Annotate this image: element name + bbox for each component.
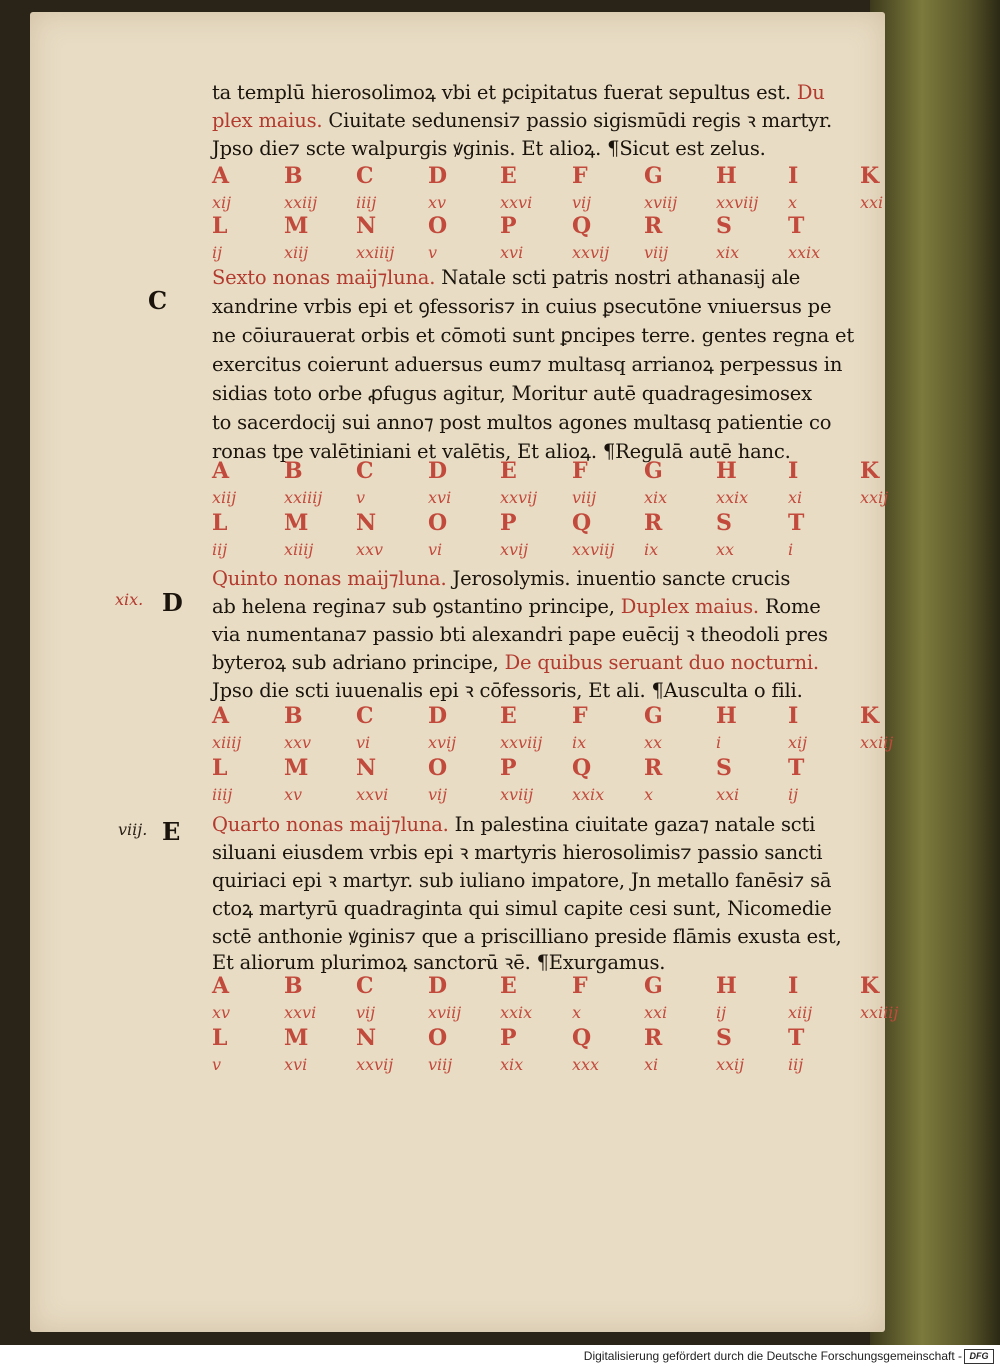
table-number: xviij xyxy=(644,193,678,212)
table-letter: A xyxy=(212,703,230,729)
table-letter: C xyxy=(356,458,374,484)
table-number: xix xyxy=(500,1055,524,1074)
table-letter: E xyxy=(500,703,517,729)
table-letter: S xyxy=(716,213,732,239)
table-number: vij xyxy=(428,785,448,804)
letter-row xyxy=(212,163,902,189)
table-number: xxvi xyxy=(356,785,389,804)
table-letter: E xyxy=(500,163,517,189)
text-line: Jpso die scti iuuenalis epi ꝛ cōfessoris, Et ali. ¶Ausculta o fili. xyxy=(212,679,803,702)
number-row xyxy=(212,1003,902,1025)
number-row xyxy=(212,488,902,510)
table-letter: N xyxy=(356,510,377,536)
text-line: Quinto nonas maij⁊luna. Jerosolymis. inuentio sancte crucis xyxy=(212,567,791,590)
table-number: viij xyxy=(428,1055,453,1074)
table-number: xxvij xyxy=(500,488,538,507)
table-number: iij xyxy=(212,540,228,559)
table-number: ix xyxy=(644,540,659,559)
table-letter: L xyxy=(212,213,228,239)
letter-row xyxy=(212,510,902,536)
table-letter: H xyxy=(716,703,737,729)
table-letter: Q xyxy=(572,510,592,536)
table-number: xxv xyxy=(284,733,312,752)
text-line: sctē anthonie ꝟginis⁊ que a priscilliano preside flāmis exusta est, xyxy=(212,925,842,948)
table-letter: P xyxy=(500,213,517,239)
text-line: exercitus coierunt aduersus eum⁊ multasq arrianoꝝ perpessus in xyxy=(212,353,843,376)
table-letter: S xyxy=(716,510,732,536)
margin-letter: E xyxy=(162,817,181,846)
table-letter: R xyxy=(644,510,663,536)
text-line: byteroꝝ sub adriano principe, De quibus seruant duo nocturni. xyxy=(212,651,819,674)
table-number: viij xyxy=(644,243,669,262)
table-letter: F xyxy=(572,973,588,999)
table-letter: L xyxy=(212,755,228,781)
table-letter: T xyxy=(788,1025,805,1051)
table-letter: B xyxy=(284,703,303,729)
table-letter: E xyxy=(500,973,517,999)
table-letter: B xyxy=(284,458,303,484)
table-letter: B xyxy=(284,163,303,189)
table-letter: D xyxy=(428,163,448,189)
table-number: xx xyxy=(644,733,663,752)
table-number: xxvi xyxy=(284,1003,317,1022)
table-letter: G xyxy=(644,973,663,999)
table-number: xxvij xyxy=(356,1055,394,1074)
number-row xyxy=(212,193,902,215)
table-number: xxi xyxy=(860,193,884,212)
table-letter: N xyxy=(356,755,377,781)
text-line: siluani eiusdem vrbis epi ꝛ martyris hierosolimis⁊ passio sancti xyxy=(212,841,823,864)
table-number: xxv xyxy=(356,540,384,559)
table-letter: I xyxy=(788,973,799,999)
number-row xyxy=(212,1055,902,1077)
letter-row xyxy=(212,703,902,729)
table-letter: I xyxy=(788,458,799,484)
number-row xyxy=(212,785,902,807)
table-number: xvij xyxy=(428,733,457,752)
letter-row xyxy=(212,973,902,999)
text-line: xandrine vrbis epi et ꝯfessoris⁊ in cuius ꝑsecutōne vniuersus pe xyxy=(212,295,832,318)
table-number: xxvij xyxy=(572,243,610,262)
table-letter: R xyxy=(644,755,663,781)
table-letter: A xyxy=(212,458,230,484)
margin-number: xix. xyxy=(115,590,144,609)
table-letter: K xyxy=(860,163,880,189)
table-number: xxviij xyxy=(572,540,615,559)
dfg-logo: DFG xyxy=(964,1349,994,1364)
letter-row xyxy=(212,213,902,239)
table-letter: I xyxy=(788,703,799,729)
table-number: xxiiij xyxy=(860,1003,899,1022)
table-letter: O xyxy=(428,213,448,239)
number-row xyxy=(212,540,902,562)
text-line: ctoꝝ martyrū quadraginta qui simul capite cesi sunt, Nicomedie xyxy=(212,897,832,920)
table-number: x xyxy=(788,193,798,212)
table-letter: D xyxy=(428,703,448,729)
letter-row xyxy=(212,458,902,484)
table-letter: M xyxy=(284,1025,309,1051)
table-letter: G xyxy=(644,458,663,484)
table-letter: R xyxy=(644,213,663,239)
number-row xyxy=(212,243,902,265)
table-number: xviij xyxy=(500,785,534,804)
table-letter: O xyxy=(428,510,448,536)
letter-row xyxy=(212,755,902,781)
table-letter: G xyxy=(644,703,663,729)
table-letter: K xyxy=(860,458,880,484)
table-number: xiij xyxy=(788,1003,813,1022)
table-number: xix xyxy=(716,243,740,262)
table-letter: H xyxy=(716,163,737,189)
table-number: i xyxy=(716,733,722,752)
table-number: xvij xyxy=(500,540,529,559)
table-letter: Q xyxy=(572,1025,592,1051)
margin-number: viij. xyxy=(118,820,148,839)
table-letter: I xyxy=(788,163,799,189)
table-letter: H xyxy=(716,458,737,484)
margin-letter: C xyxy=(148,286,168,315)
text-line: quiriaci epi ꝛ martyr. sub iuliano impatore, Jn metallo fanēsi⁊ sā xyxy=(212,869,832,892)
text-line: ne cōiurauerat orbis et cōmoti sunt ꝑncipes terre. gentes regna et xyxy=(212,324,855,347)
table-number: xi xyxy=(644,1055,659,1074)
table-number: xxix xyxy=(500,1003,533,1022)
table-letter: Q xyxy=(572,213,592,239)
table-letter: T xyxy=(788,755,805,781)
letter-row xyxy=(212,1025,902,1051)
text-line: plex maius. Ciuitate sedunensi⁊ passio sigismūdi regis ꝛ martyr. xyxy=(212,109,832,132)
table-letter: A xyxy=(212,163,230,189)
table-number: xxx xyxy=(572,1055,600,1074)
text-line: Sexto nonas maij⁊luna. Natale scti patris nostri athanasij ale xyxy=(212,266,801,289)
table-number: viij xyxy=(572,488,597,507)
table-letter: K xyxy=(860,703,880,729)
table-number: i xyxy=(788,540,794,559)
table-letter: A xyxy=(212,973,230,999)
table-letter: F xyxy=(572,458,588,484)
table-letter: L xyxy=(212,510,228,536)
text-line: ronas tpe valētiniani et valētis, Et alioꝝ. ¶Regulā autē hanc. xyxy=(212,440,791,463)
table-number: xxix xyxy=(572,785,605,804)
table-letter: O xyxy=(428,755,448,781)
table-number: xix xyxy=(644,488,668,507)
text-line: to sacerdocij sui anno⁊ post multos agones multasq patientie co xyxy=(212,411,832,434)
table-number: xvi xyxy=(500,243,524,262)
table-letter: E xyxy=(500,458,517,484)
table-letter: M xyxy=(284,510,309,536)
table-number: xxiij xyxy=(860,733,894,752)
table-number: xxi xyxy=(644,1003,668,1022)
table-number: xxiiij xyxy=(284,488,323,507)
table-number: xvi xyxy=(428,488,452,507)
table-letter: S xyxy=(716,755,732,781)
table-letter: D xyxy=(428,973,448,999)
table-number: x xyxy=(644,785,654,804)
table-number: ix xyxy=(572,733,587,752)
table-number: xxi xyxy=(716,785,740,804)
table-number: iiij xyxy=(212,785,233,804)
table-letter: P xyxy=(500,510,517,536)
text-line: sidias toto orbe ꝓfugus agitur, Moritur autē quadragesimosex xyxy=(212,382,812,405)
table-number: xviij xyxy=(428,1003,462,1022)
table-number: xxix xyxy=(788,243,821,262)
table-number: xv xyxy=(428,193,447,212)
table-letter: O xyxy=(428,1025,448,1051)
table-number: xv xyxy=(212,1003,231,1022)
table-letter: N xyxy=(356,213,377,239)
text-line: Et aliorum plurimoꝝ sanctorū ꝛē. ¶Exurgamus. xyxy=(212,951,666,974)
text-line: Jpso die⁊ scte walpurgis ꝟginis. Et alioꝝ. ¶Sicut est zelus. xyxy=(212,137,766,160)
table-number: iij xyxy=(788,1055,804,1074)
table-number: vij xyxy=(572,193,592,212)
table-letter: M xyxy=(284,755,309,781)
table-letter: B xyxy=(284,973,303,999)
table-number: ij xyxy=(212,243,223,262)
table-number: xvi xyxy=(284,1055,308,1074)
table-number: xxvi xyxy=(500,193,533,212)
table-letter: G xyxy=(644,163,663,189)
table-number: xij xyxy=(788,733,808,752)
table-letter: C xyxy=(356,973,374,999)
table-number: xx xyxy=(716,540,735,559)
table-number: iiij xyxy=(356,193,377,212)
text-line: ab helena regina⁊ sub ꝯstantino principe, Duplex maius. Rome xyxy=(212,595,821,618)
table-letter: H xyxy=(716,973,737,999)
table-letter: N xyxy=(356,1025,377,1051)
text-line: via numentana⁊ passio bti alexandri pape euēcij ꝛ theodoli pres xyxy=(212,623,828,646)
table-number: vij xyxy=(356,1003,376,1022)
table-number: xxiiij xyxy=(356,243,395,262)
table-number: xi xyxy=(788,488,803,507)
table-letter: F xyxy=(572,163,588,189)
table-number: v xyxy=(428,243,438,262)
table-number: xxix xyxy=(716,488,749,507)
footer-bar xyxy=(0,1345,1000,1367)
table-number: ij xyxy=(788,785,799,804)
table-letter: R xyxy=(644,1025,663,1051)
table-letter: Q xyxy=(572,755,592,781)
table-number: vi xyxy=(428,540,443,559)
table-number: x xyxy=(572,1003,582,1022)
table-letter: S xyxy=(716,1025,732,1051)
table-number: xxij xyxy=(860,488,889,507)
table-number: xv xyxy=(284,785,303,804)
table-letter: F xyxy=(572,703,588,729)
table-letter: T xyxy=(788,213,805,239)
table-number: v xyxy=(212,1055,222,1074)
table-letter: T xyxy=(788,510,805,536)
text-line: ta templū hierosolimoꝝ vbi et ꝑcipitatus fuerat sepultus est. Du xyxy=(212,81,825,104)
table-number: xiiij xyxy=(284,540,314,559)
table-number: xxiij xyxy=(284,193,318,212)
number-row xyxy=(212,733,902,755)
table-letter: M xyxy=(284,213,309,239)
table-number: xiij xyxy=(284,243,309,262)
table-letter: P xyxy=(500,755,517,781)
text-line: Quarto nonas maij⁊luna. In palestina ciuitate gaza⁊ natale scti xyxy=(212,813,816,836)
table-number: xij xyxy=(212,193,232,212)
table-number: vi xyxy=(356,733,371,752)
table-number: xiij xyxy=(212,488,237,507)
table-number: ij xyxy=(716,1003,727,1022)
margin-letter: D xyxy=(162,588,183,617)
table-letter: P xyxy=(500,1025,517,1051)
footer-text: Digitalisierung gefördert durch die Deutsche Forschungsgemeinschaft - xyxy=(583,1349,962,1363)
table-number: xxij xyxy=(716,1055,745,1074)
table-number: xxviij xyxy=(500,733,543,752)
table-letter: L xyxy=(212,1025,228,1051)
table-number: xxviij xyxy=(716,193,759,212)
table-number: v xyxy=(356,488,366,507)
table-number: xiiij xyxy=(212,733,242,752)
table-letter: D xyxy=(428,458,448,484)
table-letter: C xyxy=(356,163,374,189)
table-letter: C xyxy=(356,703,374,729)
table-letter: K xyxy=(860,973,880,999)
